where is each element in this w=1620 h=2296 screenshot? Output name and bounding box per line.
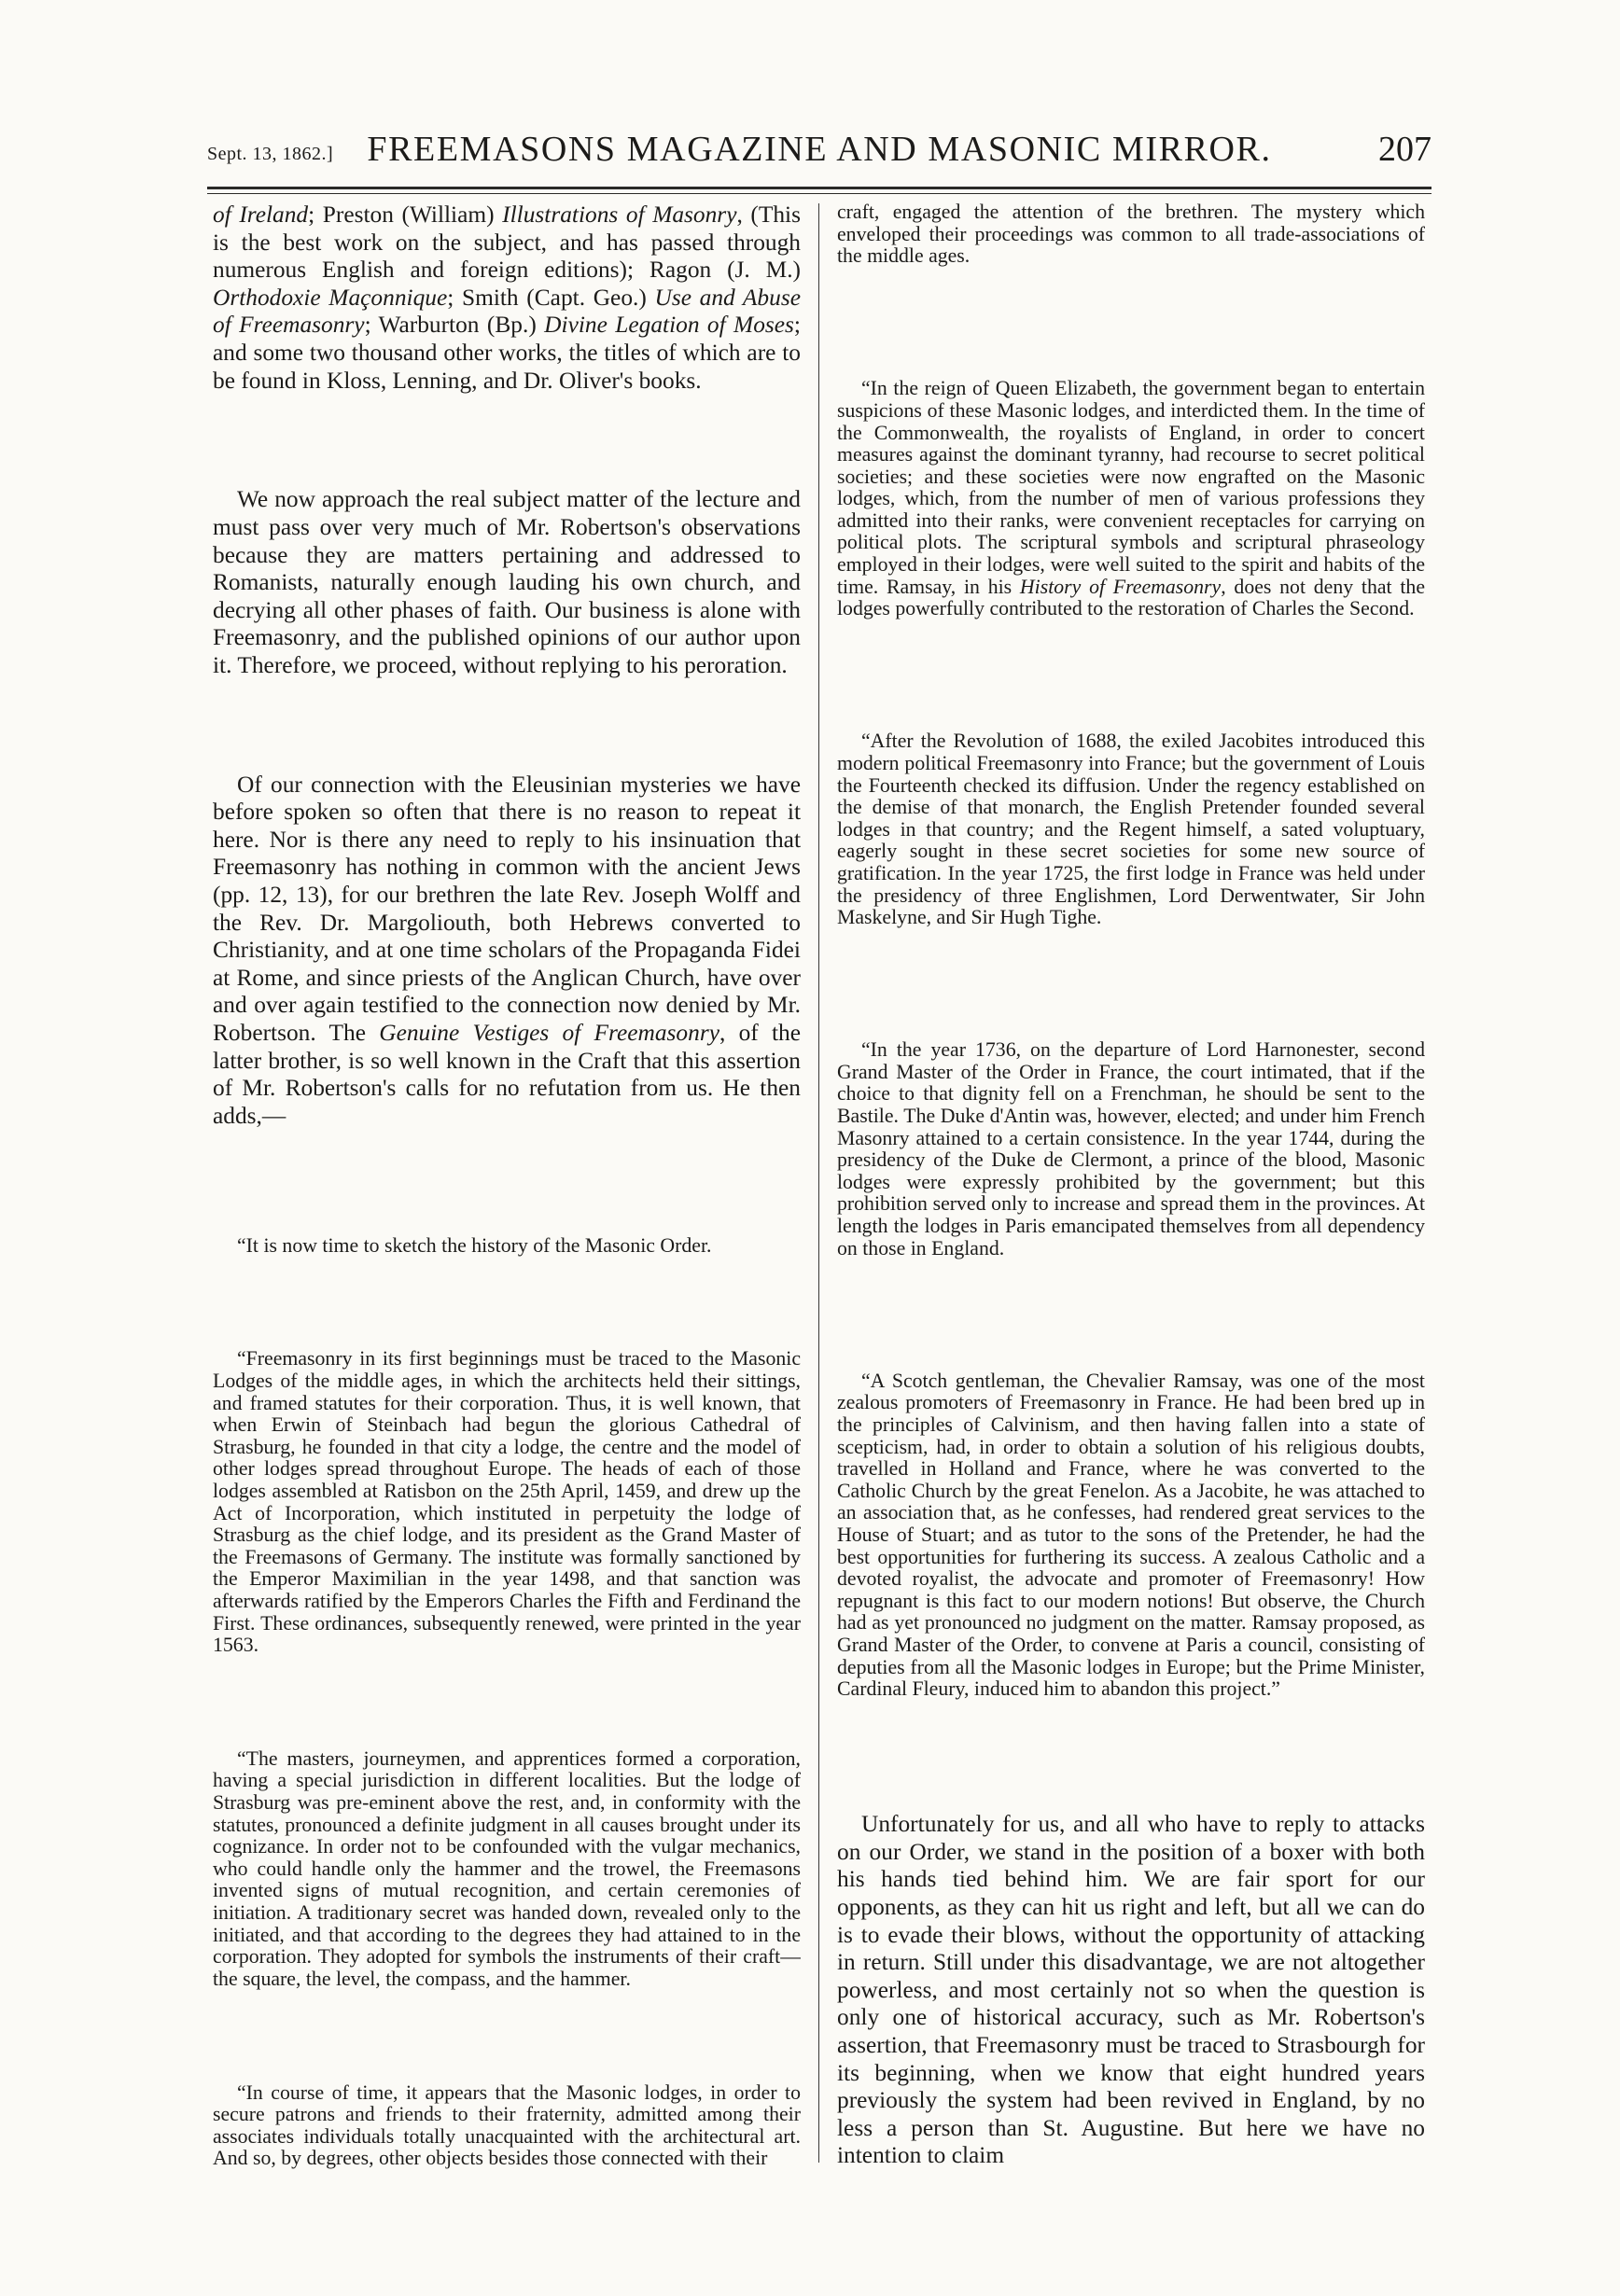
right-column <box>837 202 1425 2170</box>
quote-masonic-lodges: “Freemasonry in its first beginnings must be traced to the Masonic Lodges of the middle ages, in which the architects held their sittings, and framed statutes for their corporation. Thus, it is well known, that when Erwin of Steinbach had begun the glorious Cathedral of Strasburg, he founded in that city a lodge, the centre and the model of other lodges spread throughout Europe. The heads of each of those lodges assembled at Ratisbon on the 25th April, 1459, and drew up the Act of Incorporation, which instituted in perpetuity the lodge of Strasburg as the chief lodge, and its president as the Grand Master of the Freemasons of Germany. The institute was formally sanctioned by the Emperor Maximilian in the year 1498, and that sanction was afterwards ratified by the Emperors Charles the Fifth and Ferdinand the First. These ordinances, subsequently renewed, were printed in the year 1563. <box>213 1347 801 1657</box>
boxer-paragraph: Unfortunately for us, and all who have to reply to attacks on our Order, we stand in the position of a boxer with both his hands tied behind him. We are fair sport for our opponents, as they can hit us right and left, but all we can do is to evade their blows, without the opportunity of attacking in return. Still under this disadvantage, we are not altogether powerless, and most certainly not so when the question is only one of historical accuracy, such as Mr. Robertson's assertion, that Freemasonry must be traced to Strasbourgh for its beginning, when we know that eight hundred years previously the system had been revived in England, by no less a person than St. Augustine. But here we have no intention to claim <box>837 1811 1425 2169</box>
magazine-title: FREEMASONS MAGAZINE AND MASONIC MIRROR. <box>367 130 1272 169</box>
italic-title: Use and Abuse of Freemasonry <box>213 284 801 339</box>
column-divider <box>818 203 819 2163</box>
bibliography-paragraph: of Ireland; Preston (William) Illustrations of Masonry, (This is the best work on the subject, and has passed through numerous English and foreign editions); Ragon (J. M.) Orthodoxie Maçonnique; Smith (Capt. Geo.) Use and Abuse of Freemasonry; Warburton (Bp.) Divine Legation of Moses; and some two thousand other works, the titles of which are to be found in Kloss, Lenning, and Dr. Oliver's books. <box>213 202 801 394</box>
issue-date: Sept. 13, 1862.] <box>207 144 334 164</box>
eleusinian-paragraph: Of our connection with the Eleusinian mysteries we have before spoken so often that there is no reason to repeat it here. Nor is there any need to reply to his insinuation that Freemasonry has nothing in common with the ancient Jews (pp. 12, 13), for our brethren the late Rev. Joseph Wolff and the Rev. Dr. Margoliouth, both Hebrews converted to Christianity, and at one time scholars of the Propaganda Fidei at Rome, and since priests of the Anglican Church, have over and over again testified to the connection now denied by Mr. Robertson. The Genuine Vestiges of Freemasonry, of the latter brother, is so well known in the Craft that this assertion of Mr. Robertson's calls for no refutation from us. He then adds,— <box>213 771 801 1129</box>
header-rule-thin <box>207 193 1431 194</box>
italic-title: History of Freemasonry <box>1019 575 1222 598</box>
left-column <box>213 202 801 2170</box>
running-head <box>207 123 1431 179</box>
italic-title: of Ireland <box>213 202 309 228</box>
quote-craft-continued: craft, engaged the attention of the brethren. The mystery which enveloped their proceedings was common to all trade-associations of the middle ages. <box>837 202 1425 268</box>
quote-elizabeth: “In the reign of Queen Elizabeth, the government began to entertain suspicions of these Masonic lodges, and interdicted them. In the time of the Commonwealth, the royalists of England, in order to concert measures against the dominant tyranny, had recourse to secret political societies; and these societies were now engrafted on the Masonic lodges, which, from the number of men of various professions they admitted into their ranks, were convenient receptacles for carrying on political plots. The scriptural symbols and scriptural phraseology employed in their lodges, were well suited to the spirit and habits of the time. Ramsay, in his History of Freemasonry, does not deny that the lodges powerfully contributed to the restoration of Charles the Second. <box>837 377 1425 620</box>
italic-title: Illustrations of Masonry <box>502 202 737 228</box>
italic-title: Orthodoxie Maçonnique <box>213 284 448 311</box>
quote-revolution: “After the Revolution of 1688, the exiled Jacobites introduced this modern political Freemasonry into France; but the government of Louis the Fourteenth checked its diffusion. Under the regency established on the demise of that monarch, the English Pretender founded several lodges in that country; and the Regent himself, a sated voluptuary, eagerly sought in these secret societies for some new source of gratification. In the year 1725, the first lodge in France was held under the presidency of three Englishmen, Lord Derwentwater, Sir John Maskelyne, and Sir Hugh Tighe. <box>837 730 1425 929</box>
quote-ramsay: “A Scotch gentleman, the Chevalier Ramsay, was one of the most zealous promoters of Freemasonry in France. He had been bred up in the principles of Calvinism, and then having fallen into a state of scepticism, had, in order to obtain a solution of his religious doubts, travelled in Holland and France, where he was converted to the Catholic Church by the great Fenelon. As a Jacobite, he was attached to an association that, as he confesses, had rendered great services to the House of Stuart; and as tutor to the sons of the Pretender, he had the best opportunities for furthering its success. A zealous Catholic and a devoted royalist, the advocate and promoter of Freemasonry! How repugnant is this fact to our modern notions! But observe, the Church had as yet pronounced no judgment on the matter. Ramsay proposed, as Grand Master of the Order, to convene at Paris a council, consisting of deputies from all the Masonic lodges in Europe; but the Prime Minister, Cardinal Fleury, induced him to abandon this project.” <box>837 1369 1425 1701</box>
italic-title: Genuine Vestiges of Freemasonry <box>379 1020 719 1047</box>
quote-history-intro: “It is now time to sketch the history of the Masonic Order. <box>237 1233 712 1257</box>
quote-corporation: “The masters, journeymen, and apprentices formed a corporation, having a special jurisdiction in different localities. But the lodge of Strasburg was pre-eminent above the rest, and, in conformity with the statutes, pronounced a definite judgment in all causes brought under its cognizance. In order not to be confounded with the vulgar mechanics, who could handle only the hammer and the trowel, the Freemasons invented signs of mutual recognition, and certain ceremonies of initiation. A traditionary secret was handed down, revealed only to the initiated, and that according to the degrees they had attained to in the corporation. They adopted for symbols the instruments of their craft—the square, the level, the compass, and the hammer. <box>213 1746 801 1990</box>
quote-patrons: “In course of time, it appears that the Masonic lodges, in order to secure patrons and friends to their fraternity, admitted among their associates individuals totally unacquainted with the architectural art. And so, by degrees, other objects besides those connected with their <box>213 2080 801 2170</box>
italic-title: Divine Legation of Moses <box>544 312 794 339</box>
quote-bastile: “In the year 1736, on the departure of Lord Harnonester, second Grand Master of the Order in France, the court intimated, that if the choice to that dignity fell on a Frenchman, he should be sent to the Bastile. The Duke d'Antin was, however, elected; and under him French Masonry attained to a certain consistence. In the year 1744, during the presidency of the Duke de Clermont, a prince of the blood, Masonic lodges were expressly prohibited by the government; but this prohibition served only to increase and spread them in the provinces. At length the lodges in Paris emancipated themselves from all dependency on those in England. <box>837 1038 1425 1259</box>
lecture-paragraph: We now approach the real subject matter of the lecture and must pass over very much of Mr. Robertson's observations because they are matters pertaining and addressed to Romanists, naturally enough lauding his own church, and decrying all other phases of faith. Our business is alone with Freemasonry, and the published opinions of our author upon it. Therefore, we proceed, without replying to his peroration. <box>213 486 801 678</box>
page-number: 207 <box>1378 130 1431 169</box>
header-rule <box>207 187 1431 189</box>
